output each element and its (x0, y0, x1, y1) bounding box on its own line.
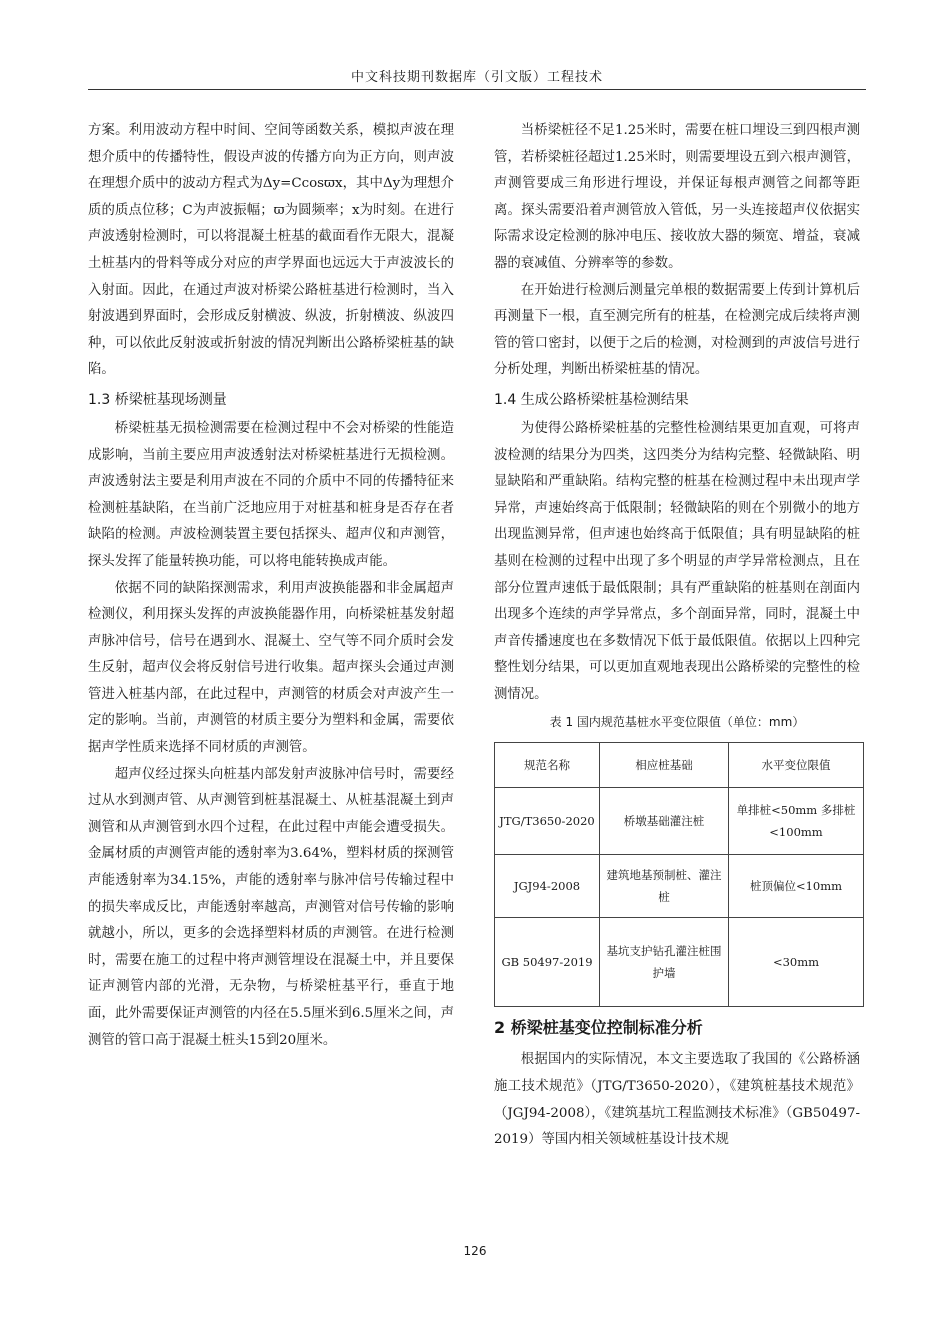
table-cell: JGJ94-2008 (495, 855, 600, 918)
table-cell: <30mm (729, 918, 864, 1007)
paragraph: 方案。利用波动方程中时间、空间等函数关系，模拟声波在理想介质中的传播特性，假设声波的传播方向为正方向，则声波在理想介质中的波动方程式为Δy=Ccosϖx，其中Δy为理想介质的质点位移；C为声波振幅；ϖ为圆频率；x为时刻。在进行声波透射检测时，可以将混凝土桩基的截面看作无限大，混凝土桩基内的骨料等成分对应的声学界面也远远大于声波波长的入射面。因此，在通过声波对桥梁公路桩基进行检测时，当入射波遇到界面时，会形成反射横波、纵波，折射横波、纵波四种，可以依此反射波或折射波的情况判断出公路桥梁桩基的缺陷。 (88, 123, 454, 378)
page-number: 126 (463, 1244, 487, 1258)
paragraph: 为使得公路桥梁桩基的完整性检测结果更加直观，可将声波检测的结果分为四类，这四类分为结构完整、轻微缺陷、明显缺陷和严重缺陷。结构完整的桩基在检测过程中未出现声学异常，声速始终高于低限制；轻微缺陷的则在个别微小的地方出现监测异常，但声速也始终高于低限值；具有明显缺陷的桩基则在检测的过程中出现了多个明显的声学异常检测点，且在部分位置声速低于最低限制；具有严重缺陷的桩基则在剖面内出现多个连续的声学异常点，多个剖面异常，同时，混凝土中声音传播速度也在多数情况下低于最低限值。依据以上四种完整性划分结果，可以更加直观地表现出公路桥梁的完整性的检测情况。 (494, 420, 860, 702)
table-header-cell: 水平变位限值 (729, 743, 864, 788)
table-row (495, 855, 864, 918)
paragraph: 依据不同的缺陷探测需求，利用声波换能器和非金属超声检测仪，利用探头发挥的声波换能器作用，向桥梁桩基发射超声脉冲信号，信号在遇到水、混凝土、空气等不同介质时会发生反射，超声仪会将反射信号进行收集。超声探头会通过声测管进入桩基内部，在此过程中，声测管的材质会对声波产生一定的影响。当前，声测管的材质主要分为塑料和金属，需要依据声学性质来选择不同材质的声测管。 (88, 580, 454, 756)
table-cell: 桩顶偏位<10mm (729, 855, 864, 918)
paragraph: 当桥梁桩径不足1.25米时，需要在桩口埋设三到四根声测管，若桥梁桩径超过1.25米时，则需要埋设五到六根声测管，声测管要成三角形进行埋设，并保证每根声测管之间都等距离。探头需要沿着声测管放入管低，另一头连接超声仪依据实际需求设定检测的脉冲电压、接收放大器的频宽、增益，衰减器的衰减值、分辨率等的参数。 (494, 123, 860, 271)
table-header-row (495, 743, 864, 788)
table-header-cell: 规范名称 (495, 743, 600, 788)
table-cell: JTG/T3650-2020 (495, 788, 600, 855)
right-column (494, 118, 860, 1154)
table-row (495, 788, 864, 855)
table-caption: 表 1 国内规范基桩水平变位限值（单位：mm） (549, 715, 805, 730)
left-column (88, 118, 454, 1054)
table-cell: 单排桩<50mm 多排桩<100mm (729, 788, 864, 855)
table-cell: 建筑地基预制桩、灌注桩 (600, 855, 729, 918)
table-cell: 桥墩基础灌注桩 (600, 788, 729, 855)
table-row (495, 918, 864, 1007)
table-cell: 基坑支护钻孔灌注桩围护墙 (600, 918, 729, 1007)
paragraph: 根据国内的实际情况，本文主要选取了我国的《公路桥涵施工技术规范》（JTG/T3650-2020），《建筑桩基技术规范》（JGJ94-2008），《建筑基坑工程监测技术标准》（GB50497-2019）等国内相关领域桩基设计技术规 (494, 1052, 860, 1148)
journal-header: 中文科技期刊数据库（引文版）工程技术 (350, 70, 603, 85)
table-header-cell: 相应桩基础 (600, 743, 729, 788)
section-heading-1-4: 1.4 生成公路桥梁桩基检测结果 (494, 391, 689, 408)
table-cell: GB 50497-2019 (495, 918, 600, 1007)
section-heading-1-3: 1.3 桥梁桩基现场测量 (88, 391, 227, 408)
paragraph: 超声仪经过探头向桩基内部发射声波脉冲信号时，需要经过从水到测声管、从声测管到桩基混凝土、从桩基混凝土到声测管和从声测管到水四个过程，在此过程中声能会遭受损失。金属材质的声测管声能的透射率为3.64%，塑料材质的探测管声能透射率为34.15%，声能的透射率与脉冲信号传输过程中的损失率成反比，声能透射率越高，声测管对信号传输的影响就越小，所以，更多的会选择塑料材质的声测管。在进行检测时，需要在施工的过程中将声测管埋设在混凝土中，并且要保证声测管内部的光滑，无杂物，与桥梁桩基平行，垂直于地面，此外需要保证声测管的内径在5.5厘米到6.5厘米之间，声测管的管口高于混凝土桩头15到20厘米。 (88, 766, 454, 1048)
paragraph: 在开始进行检测后测量完单根的数据需要上传到计算机后再测量下一根，直至测完所有的桩基，在检测完成后续将声测管的管口密封，以便于之后的检测，对检测到的声波信号进行分析处理，判断出桥梁桩基的情况。 (494, 282, 860, 378)
spec-table (494, 742, 864, 1007)
header-divider (88, 89, 866, 90)
paragraph: 桥梁桩基无损检测需要在检测过程中不会对桥梁的性能造成影响，当前主要应用声波透射法对桥梁桩基进行无损检测。声波透射法主要是利用声波在不同的介质中不同的传播特征来检测桩基缺陷，在当前广泛地应用于对桩基和桩身是否存在者缺陷的检测。声波检测装置主要包括探头、超声仪和声测管，探头发挥了能量转换功能，可以将电能转换成声能。 (88, 420, 454, 569)
section-heading-2: 2 桥梁桩基变位控制标准分析 (494, 1018, 703, 1038)
